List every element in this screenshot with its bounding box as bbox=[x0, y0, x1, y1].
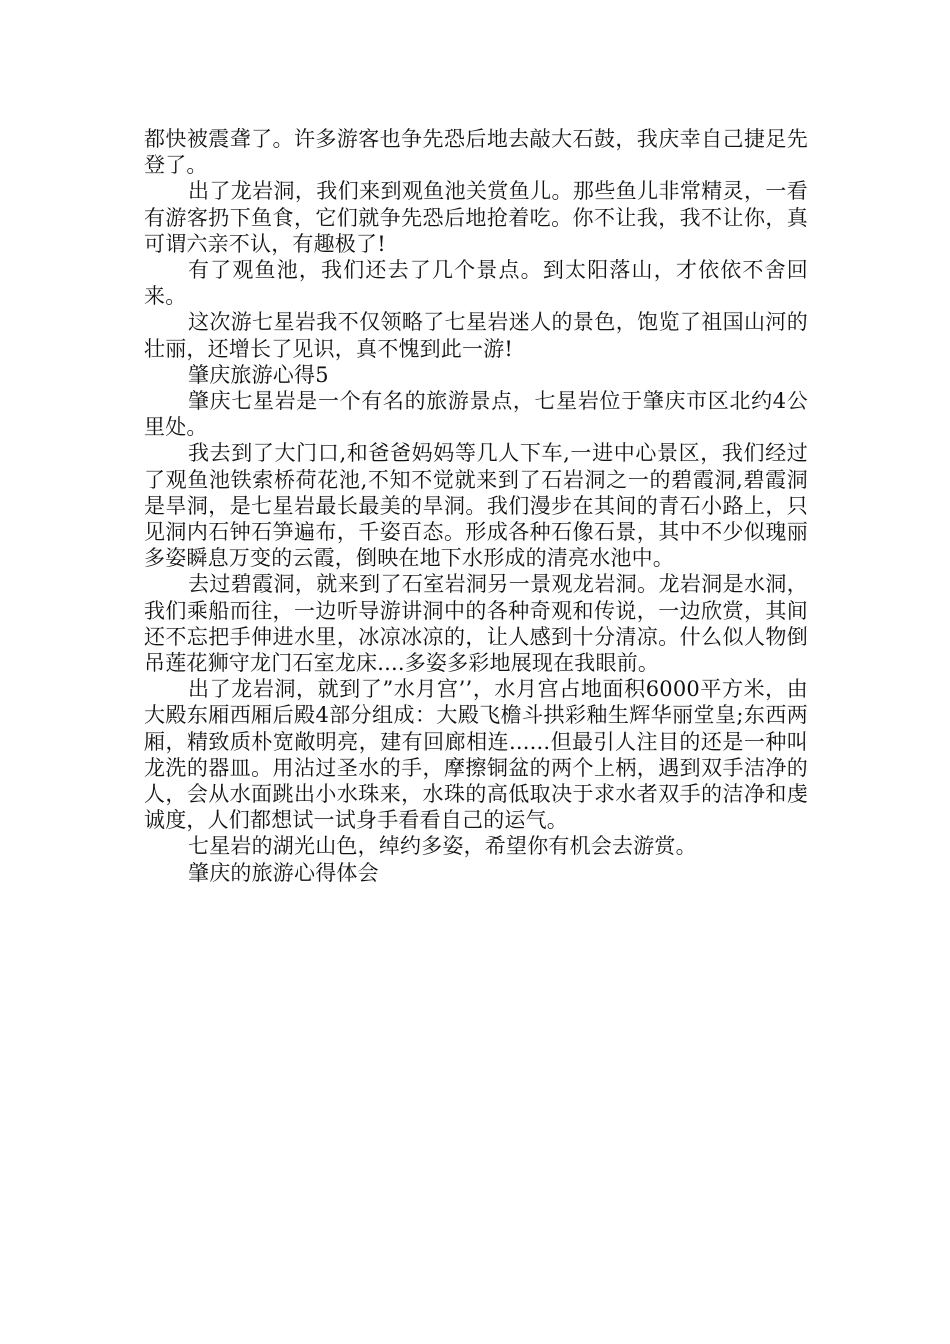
paragraph-closing: 七星岩的湖光山色，绰约多姿，希望你有机会去游赏。 bbox=[188, 834, 697, 859]
paragraph-fish-pond: 出了龙岩洞，我们来到观鱼池关赏鱼儿。那些鱼儿非常精灵，一看有游客扔下鱼食，它们就争先恐后地抢着吃。你不让我，我不让你，真可谓六亲不认，有趣极了! bbox=[144, 179, 808, 256]
document-body bbox=[144, 126, 808, 886]
section-heading-5: 肇庆旅游心得5 bbox=[188, 362, 329, 387]
section-heading-next: 肇庆的旅游心得体会 bbox=[188, 860, 379, 885]
paragraph-longyan-cave: 去过碧霞洞，就来到了石室岩洞另一景观龙岩洞。龙岩洞是水洞，我们乘船而往，一边听导游讲洞中的各种奇观和传说，一边欣赏，其间还不忘把手伸进水里，冰凉冰凉的，让人感到十分清凉。什么似人物倒吊莲花狮守龙门石室龙床....多姿多彩地展现在我眼前。 bbox=[144, 572, 808, 676]
paragraph-bixia-cave: 我去到了大门口,和爸爸妈妈等几人下车,一进中心景区，我们经过了观鱼池铁索桥荷花池,不知不觉就来到了石岩洞之一的碧霞洞,碧霞洞是旱洞，是七星岩最长最美的旱洞。我们漫步在其间的青石小路上，只见洞内石钟石笋遍布，千姿百态。形成各种石像石景，其中不少似瑰丽多姿瞬息万变的云霞，倒映在地下水形成的清亮水池中。 bbox=[144, 441, 808, 571]
paragraph-continued: 都快被震聋了。许多游客也争先恐后地去敲大石鼓，我庆幸自己捷足先登了。 bbox=[144, 127, 808, 178]
paragraph-more-spots: 有了观鱼池，我们还去了几个景点。到太阳落山，才依依不舍回来。 bbox=[144, 258, 808, 309]
paragraph-intro: 肇庆七星岩是一个有名的旅游景点，七星岩位于肇庆市区北约4公里处。 bbox=[144, 389, 808, 440]
paragraph-shuiyue-palace: 出了龙岩洞，就到了”水月宫’’，水月宫占地面积6000平方米，由大殿东厢西厢后殿4部分组成：大殿飞檐斗拱彩釉生辉华丽堂皇;东西两厢，精致质朴宽敞明亮，建有回廊相连......但最引人注目的还是一种叫龙洗的器皿。用沾过圣水的手，摩擦铜盆的两个上柄，遇到双手洁净的人，会从水面跳出小水珠来，水珠的高低取决于求水者双手的洁净和虔诚度，人们都想试一试身手看看自己的运气。 bbox=[144, 677, 808, 833]
paragraph-conclusion: 这次游七星岩我不仅领略了七星岩迷人的景色，饱览了祖国山河的壮丽，还增长了见识，真不愧到此一游! bbox=[144, 310, 808, 361]
